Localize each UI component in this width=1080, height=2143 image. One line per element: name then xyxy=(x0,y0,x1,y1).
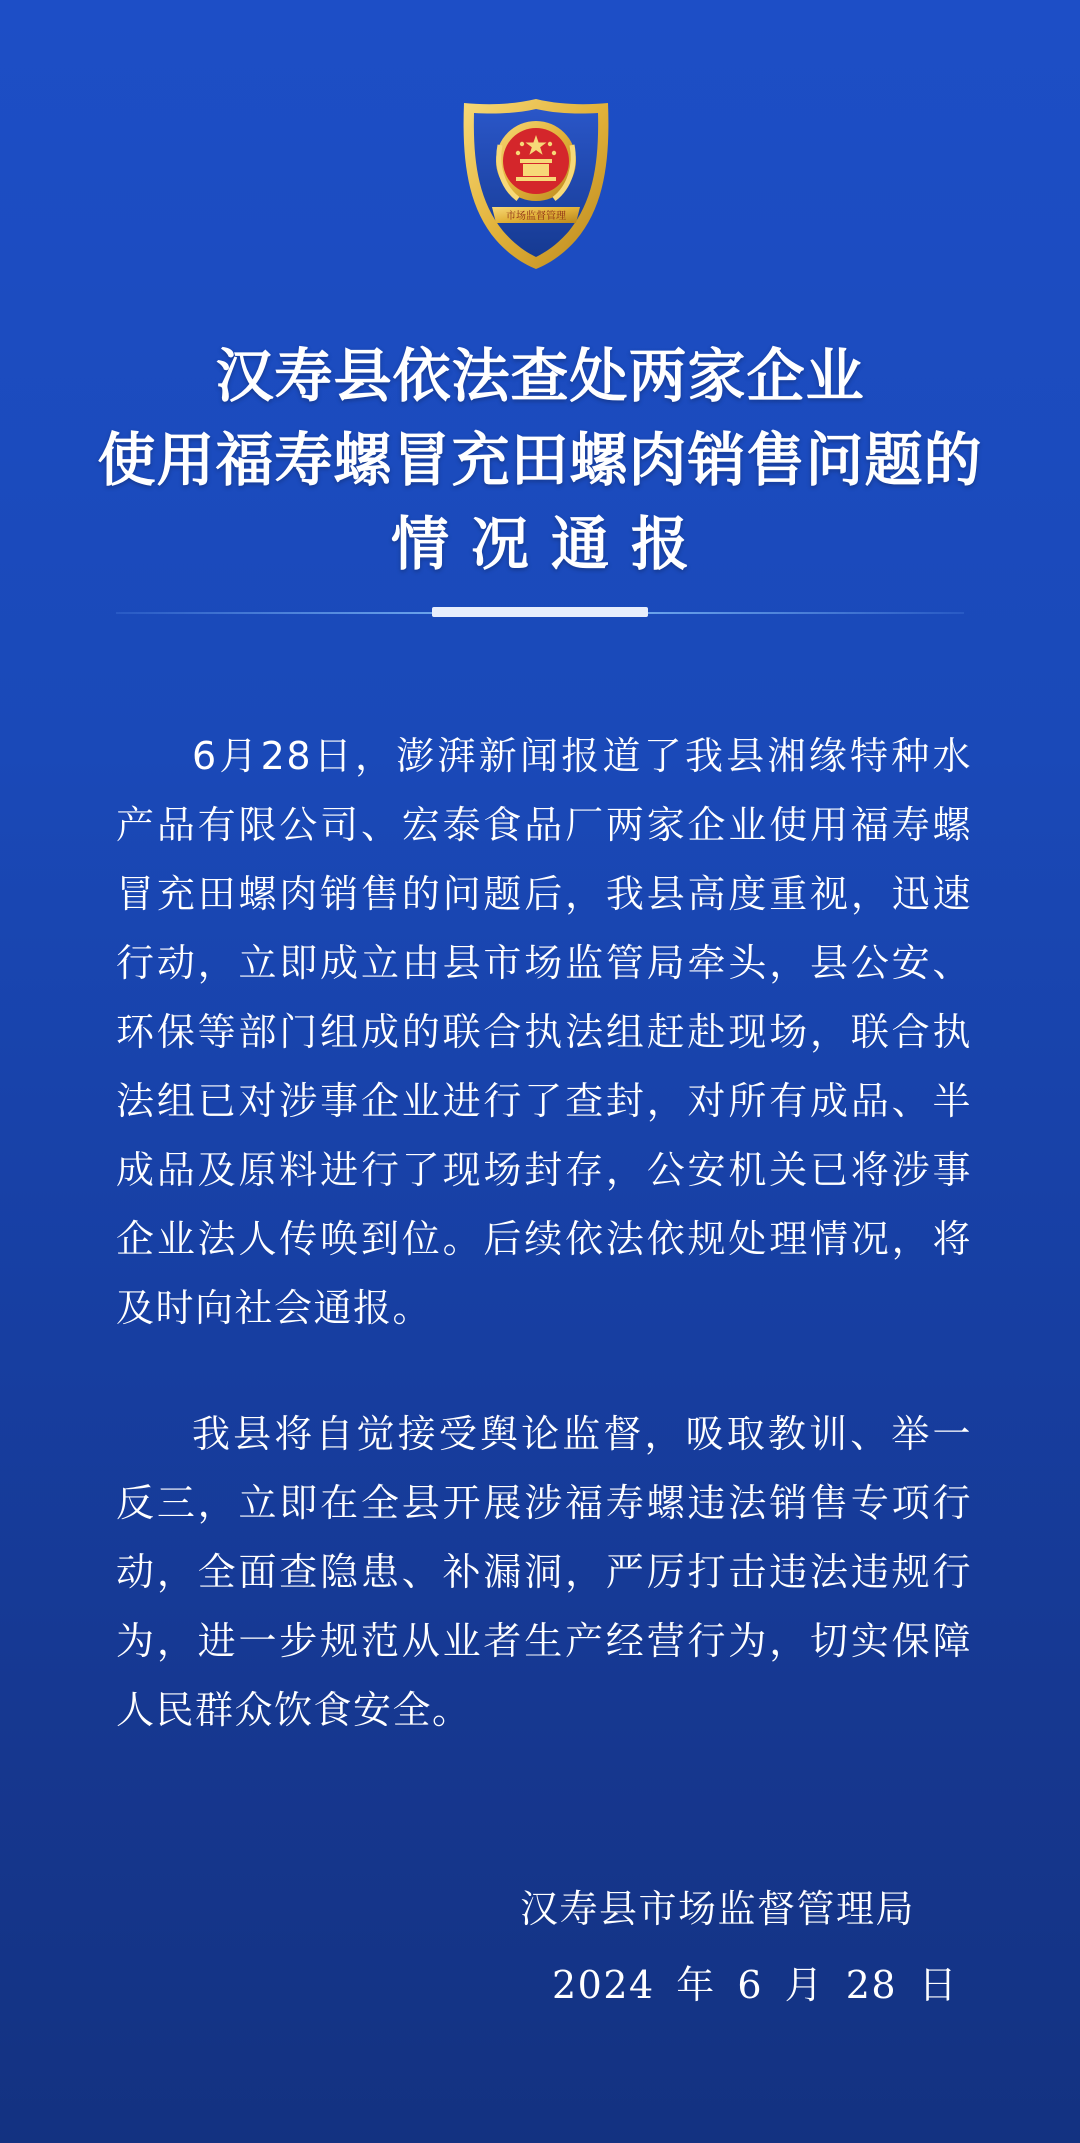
body-paragraph-1: 6月28日，澎湃新闻报道了我县湘缘特种水产品有限公司、宏泰食品厂两家企业使用福寿螺冒充田螺肉销售的问题后，我县高度重视，迅速行动，立即成立由县市场监管局牵头，县公安、环保等部门组成的联合执法组赶赴现场，联合执法组已对涉事企业进行了查封，对所有成品、半成品及原料进行了现场封存，公安机关已将涉事企业法人传唤到位。后续依法依规处理情况，将及时向社会通报。 xyxy=(116,734,972,1330)
title-line-3: 情况通报 xyxy=(390,510,711,578)
market-supervision-emblem-icon xyxy=(456,95,616,271)
signature-organization: 汉寿县市场监督管理局 xyxy=(520,1887,916,1931)
signature-date: 2024 年 6 月 28 日 xyxy=(552,1963,959,2007)
body-paragraph-2: 我县将自觉接受舆论监督，吸取教训、举一反三，立即在全县开展涉福寿螺违法销售专项行动，全面查隐患、补漏洞，严厉打击违法违规行为，进一步规范从业者生产经营行为，切实保障人民群众饮食安全。 xyxy=(116,1412,972,1732)
title-line-1: 汉寿县依法查处两家企业 xyxy=(215,342,865,410)
title-line-2: 使用福寿螺冒充田螺肉销售问题的 xyxy=(97,426,983,494)
emblem-ribbon-text: 市场监督管理 xyxy=(506,211,566,222)
title-divider-bar xyxy=(432,607,648,617)
